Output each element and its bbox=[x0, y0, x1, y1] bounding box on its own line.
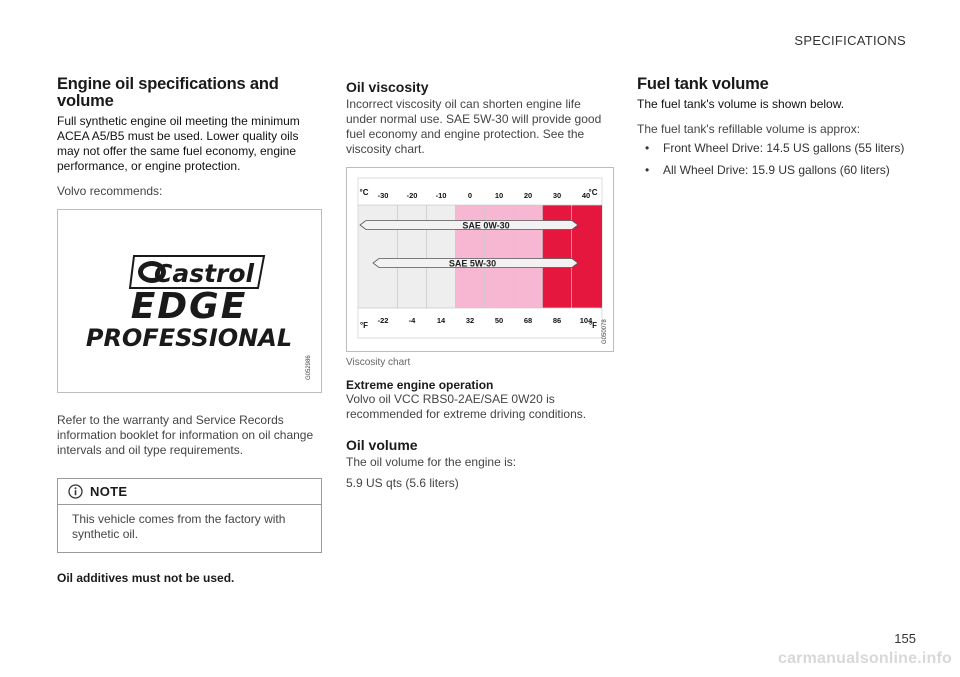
column-fuel-tank bbox=[637, 76, 907, 185]
logo-image-code: G052986 bbox=[306, 355, 312, 380]
celsius-tick-label: -10 bbox=[435, 191, 447, 200]
celsius-tick-label: -30 bbox=[377, 191, 389, 200]
warranty-text: Refer to the warranty and Service Records information booklet for information on oil change intervals and oil type requirements. bbox=[57, 413, 314, 457]
unit-label: °C bbox=[588, 188, 598, 197]
unit-label: °C bbox=[359, 188, 369, 197]
extreme-operation-text: Volvo oil VCC RBS0-2AE/SAE 0W20 is recommended for extreme driving conditions. bbox=[346, 392, 587, 421]
page-number: 155 bbox=[894, 631, 916, 646]
celsius-tick-label: -20 bbox=[406, 191, 418, 200]
series-label: SAE 5W-30 bbox=[448, 258, 497, 269]
oil-volume-value: 5.9 US qts (5.6 liters) bbox=[346, 476, 459, 490]
oil-viscosity-heading: Oil viscosity bbox=[346, 79, 429, 95]
unit-label: °F bbox=[588, 321, 598, 330]
celsius-strip bbox=[358, 178, 602, 205]
temp-band bbox=[601, 205, 603, 308]
edge-text: EDGE bbox=[130, 286, 248, 327]
note-header bbox=[58, 479, 321, 505]
temp-band bbox=[572, 205, 603, 308]
fahrenheit-tick-label: 86 bbox=[552, 316, 562, 325]
celsius-tick-label: 40 bbox=[581, 191, 591, 200]
chart-image-code: G050078 bbox=[602, 319, 608, 344]
viscosity-chart bbox=[347, 168, 613, 351]
chart-caption: Viscosity chart bbox=[346, 357, 411, 368]
volvo-recommends: Volvo recommends: bbox=[57, 184, 163, 198]
note-box bbox=[57, 478, 322, 553]
fahrenheit-tick-label: 50 bbox=[494, 316, 504, 325]
fahrenheit-tick-label: -22 bbox=[377, 316, 389, 325]
fahrenheit-strip bbox=[358, 308, 602, 338]
note-text: This vehicle comes from the factory with synthetic oil. bbox=[72, 512, 286, 541]
fahrenheit-tick-label: 32 bbox=[465, 316, 475, 325]
engine-oil-intro: Full synthetic engine oil meeting the minimum ACEA A5/B5 must be used. Lower quality oils may not offer the same fuel economy, engine performance, or engine protection. bbox=[57, 114, 300, 173]
oil-volume-heading: Oil volume bbox=[346, 437, 418, 453]
oil-viscosity-text: Incorrect viscosity oil can shorten engine life under normal use. SAE 5W-30 will provide good fuel economy and engine protection. See the viscosity chart. bbox=[346, 97, 602, 156]
series-label: SAE 0W-30 bbox=[462, 220, 510, 231]
fahrenheit-tick-label: 14 bbox=[436, 316, 446, 325]
watermark: carmanualsonline.info bbox=[777, 650, 952, 667]
engine-oil-heading: Engine oil specifications and volume bbox=[57, 75, 279, 110]
celsius-tick-label: 10 bbox=[494, 191, 504, 200]
fahrenheit-tick-label: 104 bbox=[579, 316, 593, 325]
oil-volume-text: The oil volume for the engine is: bbox=[346, 455, 517, 469]
extreme-operation-heading: Extreme engine operation bbox=[346, 378, 494, 392]
list-item: • Front Wheel Drive: 14.5 US gallons (55 liters) bbox=[645, 141, 905, 155]
viscosity-chart-figure bbox=[346, 167, 614, 352]
fuel-tank-lead: The fuel tank's volume is shown below. bbox=[637, 97, 845, 111]
oil-additives-warning: Oil additives must not be used. bbox=[57, 571, 235, 585]
celsius-tick-label: 0 bbox=[467, 191, 473, 200]
column-oil-viscosity bbox=[346, 76, 614, 491]
info-icon bbox=[68, 484, 83, 499]
column-engine-oil bbox=[57, 76, 322, 585]
castrol-logo bbox=[58, 210, 321, 392]
fahrenheit-tick-label: -4 bbox=[408, 316, 416, 325]
fuel-tank-refill: The fuel tank's refillable volume is approx: bbox=[637, 122, 861, 136]
celsius-tick-label: 20 bbox=[523, 191, 533, 200]
professional-text: PROFESSIONAL bbox=[85, 324, 293, 352]
fahrenheit-tick-label: 68 bbox=[523, 316, 533, 325]
page-header: SPECIFICATIONS bbox=[794, 33, 906, 48]
castrol-logo-figure bbox=[57, 209, 322, 393]
castrol-brand-text: Castrol bbox=[154, 259, 255, 288]
list-item: • All Wheel Drive: 15.9 US gallons (60 liters) bbox=[645, 163, 890, 177]
fuel-tank-heading: Fuel tank volume bbox=[637, 75, 769, 93]
note-label: NOTE bbox=[90, 484, 128, 499]
celsius-tick-label: 30 bbox=[552, 191, 562, 200]
fuel-tank-list bbox=[637, 141, 907, 178]
unit-label: °F bbox=[359, 321, 369, 330]
